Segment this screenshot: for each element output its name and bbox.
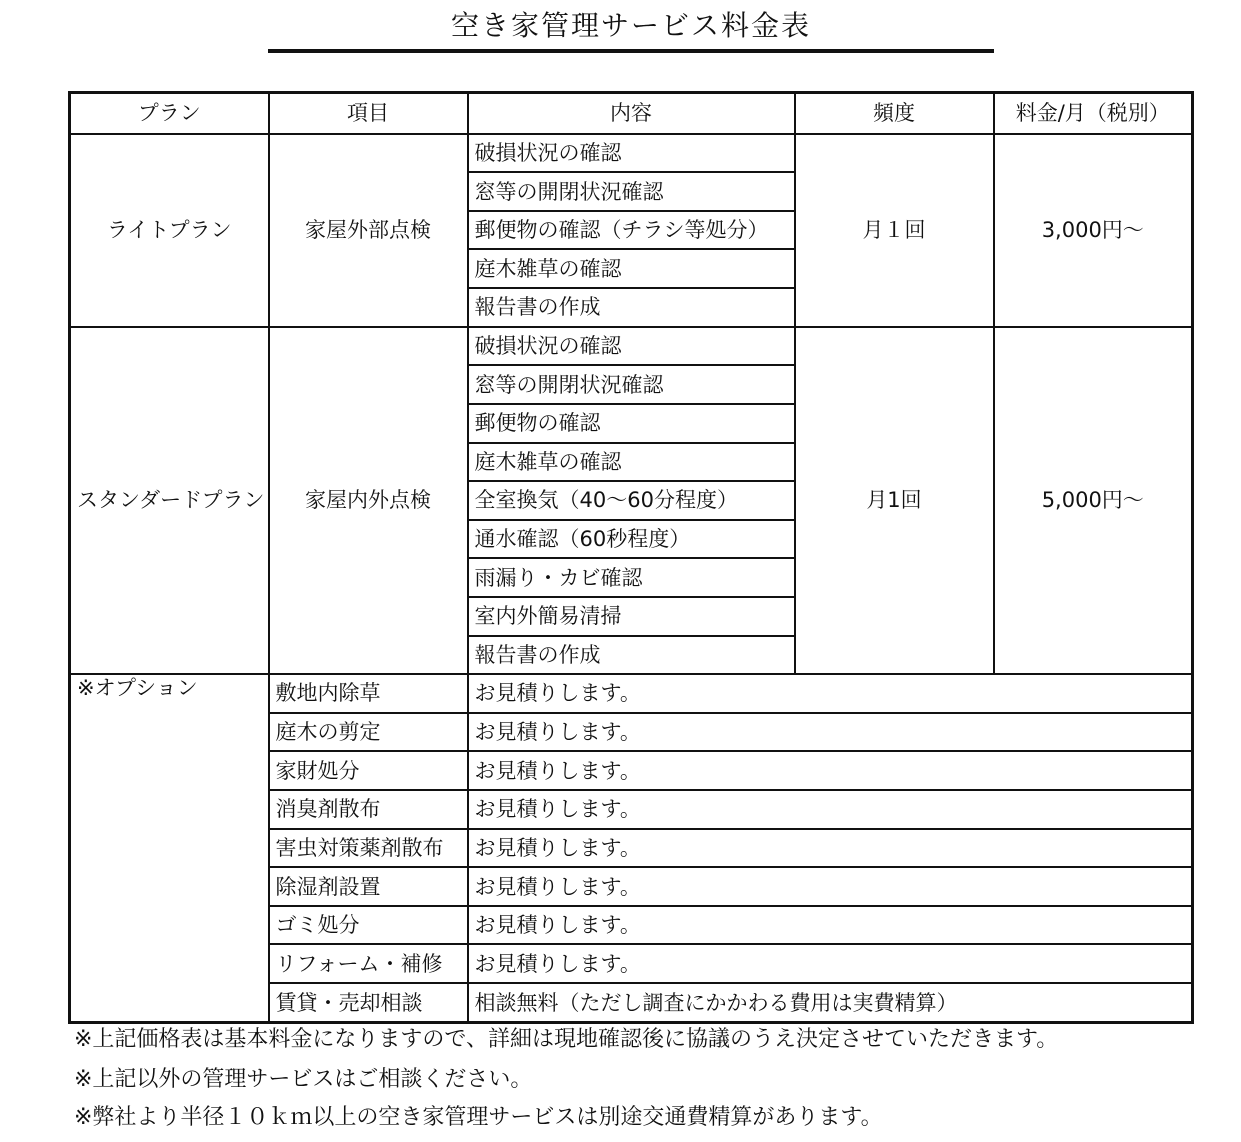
light-content-3: 郵便物の確認（チラシ等処分） — [468, 211, 795, 250]
standard-plan-item: 家屋内外点検 — [269, 327, 468, 674]
standard-content-4: 庭木雑草の確認 — [468, 443, 795, 482]
options-label: ※オプション — [70, 674, 269, 1022]
option-detail: お見積りします。 — [468, 867, 1193, 906]
option-detail: お見積りします。 — [468, 944, 1193, 983]
standard-plan-frequency: 月1回 — [795, 327, 994, 674]
standard-content-9: 報告書の作成 — [468, 636, 795, 675]
header-price: 料金/月（税別） — [994, 93, 1193, 134]
option-detail: お見積りします。 — [468, 751, 1193, 790]
option-item: 敷地内除草 — [269, 674, 468, 713]
fee-table — [68, 91, 1194, 1024]
title-underline — [268, 49, 994, 53]
light-content-2: 窓等の開閉状況確認 — [468, 172, 795, 211]
light-plan-frequency: 月１回 — [795, 134, 994, 327]
light-content-1: 破損状況の確認 — [468, 134, 795, 173]
header-frequency: 頻度 — [795, 93, 994, 134]
page-title: 空き家管理サービス料金表 — [450, 9, 811, 42]
header-row — [70, 93, 1193, 134]
table-row — [70, 327, 1193, 366]
option-item: 賃貸・売却相談 — [269, 983, 468, 1022]
standard-content-3: 郵便物の確認 — [468, 404, 795, 443]
option-item: リフォーム・補修 — [269, 944, 468, 983]
option-item: 庭木の剪定 — [269, 713, 468, 752]
header-content: 内容 — [468, 93, 795, 134]
standard-plan-name: スタンダードプラン — [70, 327, 269, 674]
standard-content-2: 窓等の開閉状況確認 — [468, 365, 795, 404]
light-plan-name: ライトプラン — [70, 134, 269, 327]
footnote: ※上記以外の管理サービスはご相談ください。 — [74, 1067, 533, 1092]
table-row — [70, 674, 1193, 713]
option-detail: お見積りします。 — [468, 829, 1193, 868]
light-content-4: 庭木雑草の確認 — [468, 249, 795, 288]
header-item: 項目 — [269, 93, 468, 134]
option-item: ゴミ処分 — [269, 906, 468, 945]
standard-plan-price: 5,000円〜 — [994, 327, 1193, 674]
header-plan: プラン — [70, 93, 269, 134]
option-detail: お見積りします。 — [468, 790, 1193, 829]
option-detail: お見積りします。 — [468, 674, 1193, 713]
footnote: ※弊社より半径１０ｋｍ以上の空き家管理サービスは別途交通費精算があります。 — [74, 1105, 883, 1130]
option-detail: お見積りします。 — [468, 713, 1193, 752]
standard-content-6: 通水確認（60秒程度） — [468, 520, 795, 559]
footnote: ※上記価格表は基本料金になりますので、詳細は現地確認後に協議のうえ決定させていただきます。 — [74, 1027, 1059, 1052]
option-item: 家財処分 — [269, 751, 468, 790]
light-content-5: 報告書の作成 — [468, 288, 795, 327]
standard-content-8: 室内外簡易清掃 — [468, 597, 795, 636]
option-detail: 相談無料（ただし調査にかかわる費用は実費精算） — [468, 983, 1193, 1022]
table-row — [70, 134, 1193, 173]
standard-content-5: 全室換気（40〜60分程度） — [468, 481, 795, 520]
option-item: 除湿剤設置 — [269, 867, 468, 906]
option-item: 害虫対策薬剤散布 — [269, 829, 468, 868]
light-plan-item: 家屋外部点検 — [269, 134, 468, 327]
option-item: 消臭剤散布 — [269, 790, 468, 829]
option-detail: お見積りします。 — [468, 906, 1193, 945]
light-plan-price: 3,000円〜 — [994, 134, 1193, 327]
standard-content-7: 雨漏り・カビ確認 — [468, 558, 795, 597]
standard-content-1: 破損状況の確認 — [468, 327, 795, 366]
